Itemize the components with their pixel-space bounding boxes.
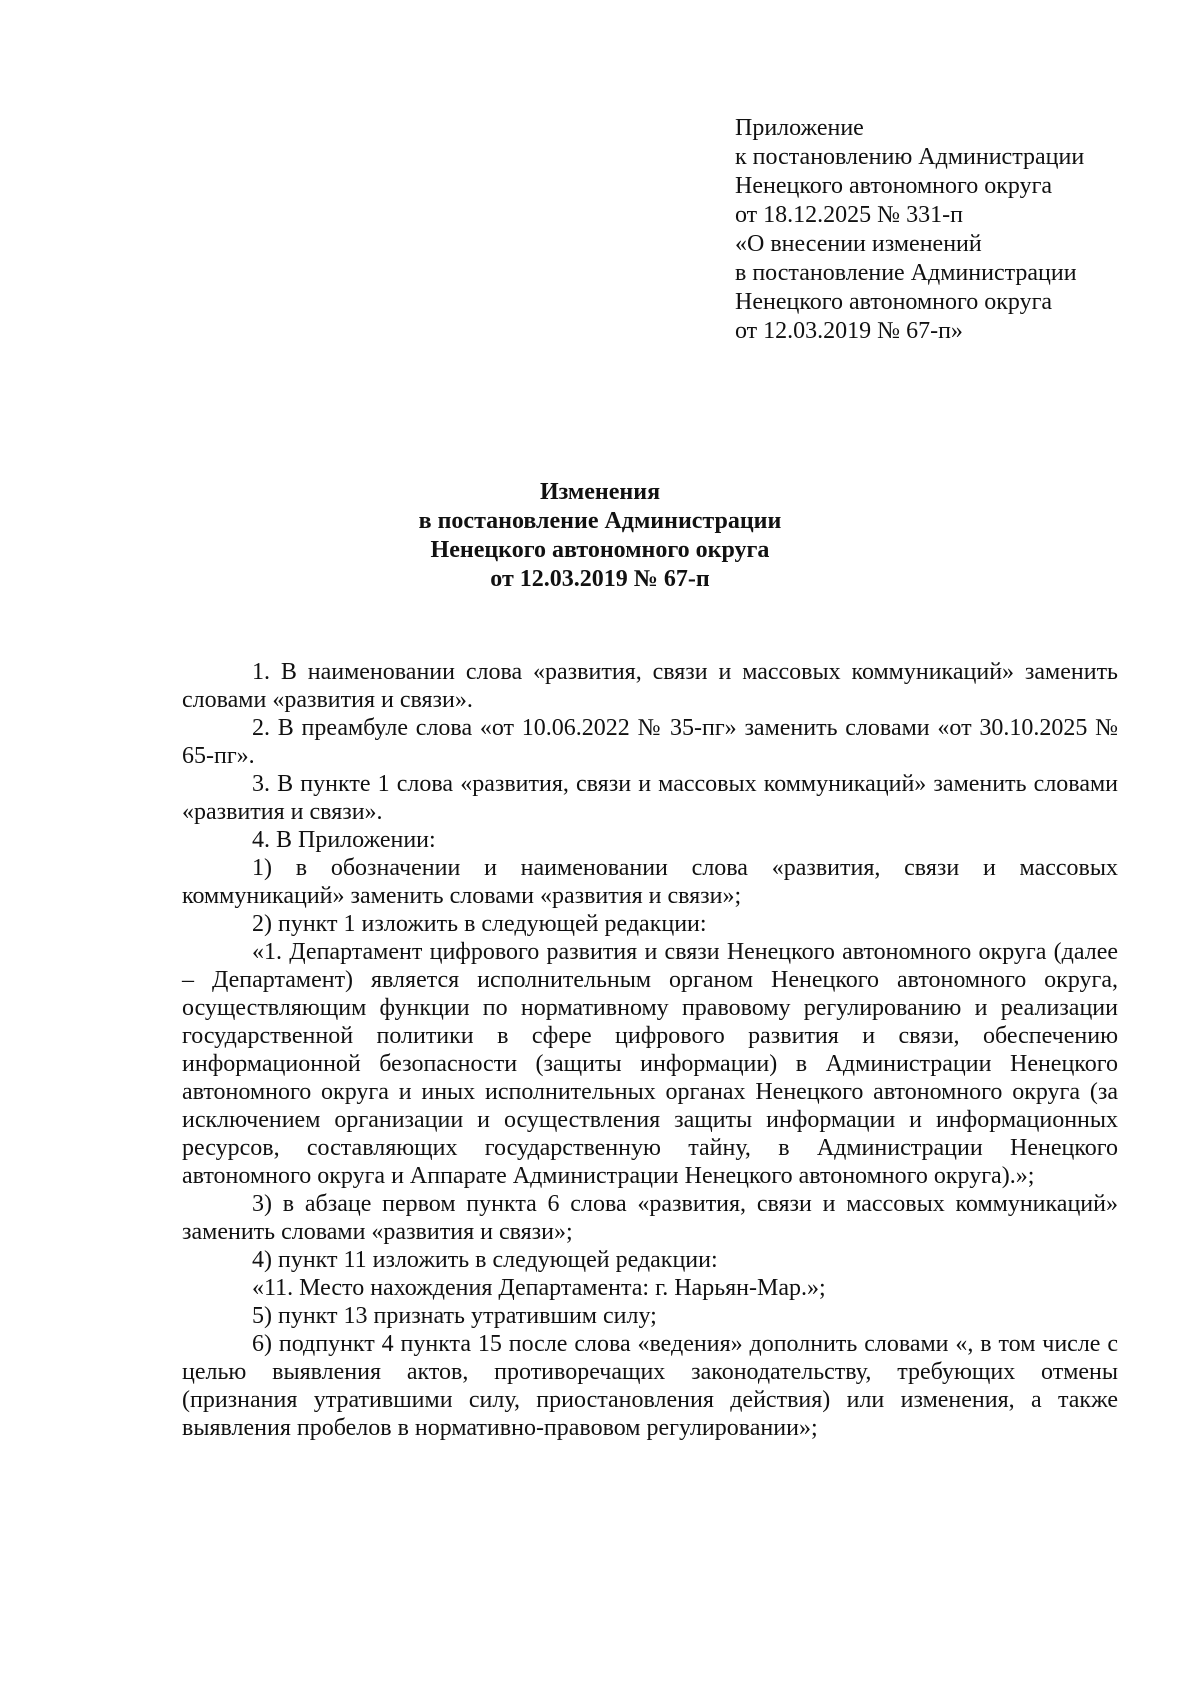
paragraph: 2) пункт 1 изложить в следующей редакции: <box>252 911 707 937</box>
attachment-line: Ненецкого автономного округа <box>735 289 1053 315</box>
paragraph: 4) пункт 11 изложить в следующей редакции: <box>252 1247 718 1273</box>
paragraph: «1. Департамент цифрового развития и связи Ненецкого автономного округа (далее – Департамент) является исполнительным органом Ненецкого автономного округа, осуществляющим функции по нормативному правовому регулированию и реализации государственной политики в сфере цифрового развития и связи, обеспечению информационной безопасности (защиты информации) в Администрации Ненецкого автономного округа и иных исполнительных органах Ненецкого автономного округа (за исключением организации и осуществления защиты информации и информационных ресурсов, составляющих государственную тайну, в Администрации Ненецкого автономного округа и Аппарате Администрации Ненецкого автономного округа).»; <box>182 939 1118 1189</box>
document-body <box>182 658 1118 1442</box>
paragraph: 3) в абзаце первом пункта 6 слова «развития, связи и массовых коммуникаций» заменить словами «развития и связи»; <box>182 1191 1118 1245</box>
paragraph: 1. В наименовании слова «развития, связи и массовых коммуникаций» заменить словами «развития и связи». <box>182 659 1118 713</box>
paragraph: 2. В преамбуле слова «от 10.06.2022 № 35-пг» заменить словами «от 30.10.2025 № 65-пг». <box>182 715 1118 769</box>
attachment-line: Приложение <box>735 115 864 141</box>
paragraph: 6) подпункт 4 пункта 15 после слова «ведения» дополнить словами «, в том числе с целью выявления актов, противоречащих законодательству, требующих отмены (признания утратившими силу, приостановления действия) или изменения, а также выявления пробелов в нормативно-правовом регулировании»; <box>182 1331 1118 1441</box>
attachment-header <box>735 114 1155 346</box>
title-line: Ненецкого автономного округа <box>430 537 770 563</box>
paragraph: 4. В Приложении: <box>252 827 436 853</box>
attachment-line: от 18.12.2025 № 331-п <box>735 202 963 228</box>
paragraph: 3. В пункте 1 слова «развития, связи и массовых коммуникаций» заменить словами «развития и связи». <box>182 771 1118 825</box>
attachment-line: Ненецкого автономного округа <box>735 173 1053 199</box>
document-title <box>0 478 1200 594</box>
paragraph: 5) пункт 13 признать утратившим силу; <box>252 1303 657 1329</box>
attachment-line: в постановление Администрации <box>735 260 1077 286</box>
title-line: от 12.03.2019 № 67-п <box>490 566 710 592</box>
title-line: в постановление Администрации <box>418 508 782 534</box>
paragraph: «11. Место нахождения Департамента: г. Нарьян-Мар.»; <box>252 1275 826 1301</box>
attachment-line: от 12.03.2019 № 67-п» <box>735 318 963 344</box>
attachment-line: «О внесении изменений <box>735 231 982 257</box>
paragraph: 1) в обозначении и наименовании слова «развития, связи и массовых коммуникаций» заменить словами «развития и связи»; <box>182 855 1118 909</box>
attachment-line: к постановлению Администрации <box>735 144 1085 170</box>
title-line: Изменения <box>539 479 661 505</box>
